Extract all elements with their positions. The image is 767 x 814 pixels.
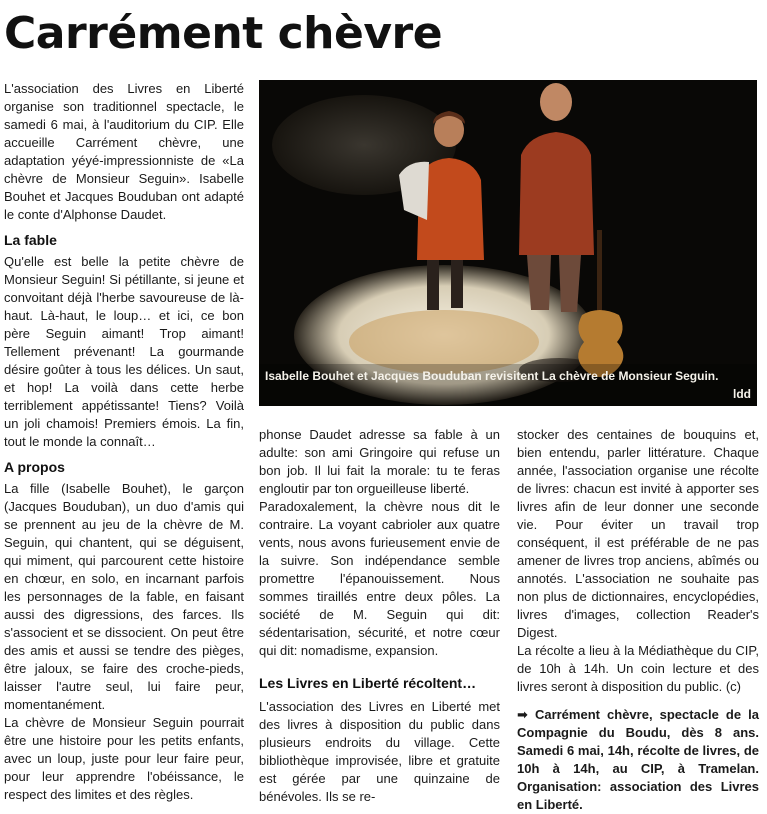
- section-paragraph: La fille (Isabelle Bouhet), le garçon (Jacques Bouduban), un duo d'amis qui se prennent au jeu de la chèvre de M. Seguin, qui chantent, qui se déguisent, qui miment, qui parcourent cette histoire en chœur, en solo, en incarnant parfois les personnages de la fable, en faisant aussi des digressions, des farces. Ils s'associent et se dissocient. On peut être des amis et aussi se tendre des pièges, être jaloux, se faire des croche-pieds, laisser l'autre seul, lui faire peur, momentanément.: [4, 481, 244, 712]
- section-paragraph: La chèvre de Monsieur Seguin pourrait être une histoire pour les petits enfants, avec un loup, juste pour leur faire peur, pour leur apprendre l'obéissance, le respect des limites et des règles.: [4, 715, 244, 802]
- stage-photo-illustration: [259, 80, 757, 406]
- text-column-3: [517, 426, 759, 812]
- photo-credit: ldd: [733, 387, 751, 401]
- section-paragraph: Paradoxalement, la chèvre nous dit le contraire. La voyant cabrioler aux quatre vents, nous avons furieusement envie de la suivre. Son indépendance semble promettre l'épanouissement. Nous sommes tiraillés entre deux pôles. La société de M. Seguin qui dit: sédentarisation, sécurité, et notre cœur qui dit: nomadisme, expansion.: [259, 499, 500, 658]
- section-paragraph: Qu'elle est belle la petite chèvre de Monsieur Seguin! Si pétillante, si jeune et convoitant déjà l'herbe savoureuse de là-haut. Là-haut, le loup… et ici, ce bon père Seguin aimant! Trop aimant! Tellement prévenant! La gourmande désire goûter à tous les délices. Un saut, et hop! La voilà dans cette herbe terriblement appétissante! Tiens? Voilà un joli chamois! Premiers émois. La fin, tout le monde la connaît…: [4, 254, 244, 449]
- section-heading-livres-en-liberte: Les Livres en Liberté récoltent…: [259, 675, 477, 691]
- text-column-1: [4, 80, 244, 802]
- section-paragraph: L'association des Livres en Liberté met des livres à disposition du public dans plusieurs endroits du village. Cette bibliothèque improvisée, libre et gratuite est gérée par une quinzaine de bénévoles. Ils se re-: [259, 699, 500, 804]
- intro-paragraph: L'association des Livres en Liberté organise son traditionnel spectacle, le samedi 6 mai, à l'auditorium du CIP. Elle accueille Carrément chèvre, une adaptation yéyé-impressionniste de «La chèvre de Monsieur Seguin». Isabelle Bouhet et Jacques Bouduban ont adapté le conte d'Alphonse Daudet.: [4, 81, 244, 222]
- section-heading-a-propos: A propos: [4, 459, 65, 475]
- section-heading-la-fable: La fable: [4, 232, 57, 248]
- article-title: Carrément chèvre: [4, 8, 443, 59]
- section-paragraph: stocker des centaines de bouquins et, bien entendu, parler littérature. Chaque année, l'association organise une récolte de livres: chacun est invité à apporter ses livres afin de leur donner une seconde vie. Pour éviter un travail trop conséquent, il est préférable de ne pas amener de livres trop anciens, abîmés ou annotés. L'association ne souhaite pas non plus de dictionnaires, encyclopédies, livres d'images, collection Reader's Digest.: [517, 427, 759, 640]
- section-paragraph: La récolte a lieu à la Médiathèque du CIP, de 10h à 14h. Un coin lecture et des livres seront à disposition du public. (c): [517, 643, 759, 694]
- text-column-2: [259, 426, 500, 804]
- event-info-box: ➡ Carrément chèvre, spectacle de la Compagnie du Boudu, dès 8 ans. Samedi 6 mai, 14h, récolte de livres, de 10h à 14h, au CIP, à Tramelan. Organisation: association des Livres en Liberté.: [517, 707, 759, 812]
- section-paragraph: phonse Daudet adresse sa fable à un adulte: son ami Gringoire qui refuse un bon job. Il lui fait la morale: tu te feras engloutir par ton orgueilleuse liberté.: [259, 427, 500, 496]
- photo-caption: [259, 364, 757, 406]
- article-photo: [259, 80, 757, 406]
- caption-text: Isabelle Bouhet et Jacques Bouduban revisitent La chèvre de Monsieur Seguin.: [265, 369, 719, 383]
